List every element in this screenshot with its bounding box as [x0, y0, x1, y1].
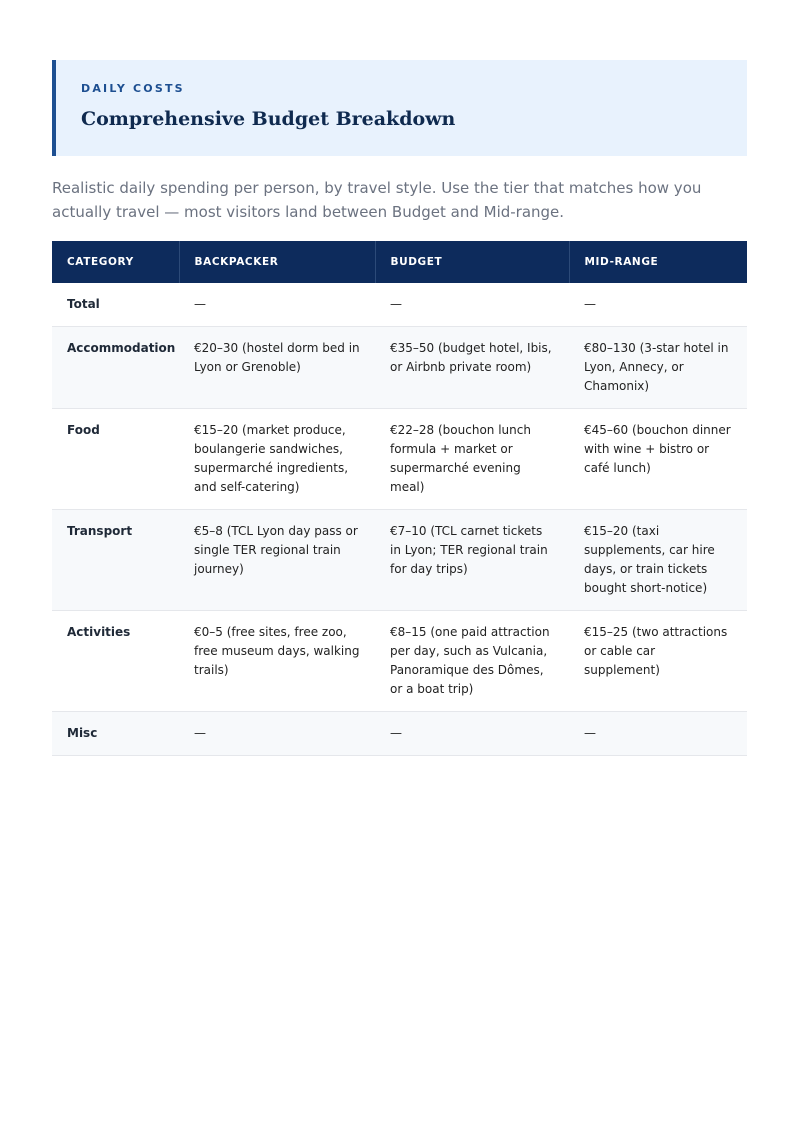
row-budget: €7–10 (TCL carnet tickets in Lyon; TER regional train for day trips)	[375, 510, 569, 611]
table-row-food	[52, 409, 747, 510]
row-mid-range: €15–20 (taxi supplements, car hire days, or train tickets bought short-notice)	[569, 510, 747, 611]
header-mid-range: MID-RANGE	[569, 241, 747, 283]
section-eyebrow: DAILY COSTS	[81, 82, 185, 95]
row-mid-range: €80–130 (3-star hotel in Lyon, Annecy, or Chamonix)	[569, 327, 747, 409]
row-category: Food	[52, 409, 179, 510]
budget-table	[52, 241, 747, 756]
row-budget: —	[375, 283, 569, 327]
section-title: Comprehensive Budget Breakdown	[81, 108, 456, 130]
row-backpacker: —	[179, 283, 375, 327]
row-category: Activities	[52, 611, 179, 712]
row-backpacker: €15–20 (market produce, boulangerie sandwiches, supermarché ingredients, and self-catering)	[179, 409, 375, 510]
header-category: CATEGORY	[52, 241, 179, 283]
row-backpacker: €5–8 (TCL Lyon day pass or single TER regional train journey)	[179, 510, 375, 611]
table-row-transport	[52, 510, 747, 611]
header-budget: BUDGET	[375, 241, 569, 283]
section-header-callout	[52, 60, 747, 156]
table-row-activities	[52, 611, 747, 712]
row-category: Transport	[52, 510, 179, 611]
table-header-row	[52, 241, 747, 283]
row-budget: —	[375, 712, 569, 756]
row-mid-range: €15–25 (two attractions or cable car supplement)	[569, 611, 747, 712]
row-backpacker: €0–5 (free sites, free zoo, free museum days, walking trails)	[179, 611, 375, 712]
table-row-misc	[52, 712, 747, 756]
row-backpacker: €20–30 (hostel dorm bed in Lyon or Grenoble)	[179, 327, 375, 409]
table-row-total	[52, 283, 747, 327]
row-backpacker: —	[179, 712, 375, 756]
row-category: Accommodation	[52, 327, 179, 409]
row-budget: €22–28 (bouchon lunch formula + market or supermarché evening meal)	[375, 409, 569, 510]
row-category: Total	[52, 283, 179, 327]
intro-paragraph: Realistic daily spending per person, by travel style. Use the tier that matches how you actually travel — most visitors land between Budget and Mid-range.	[52, 179, 702, 221]
row-budget: €8–15 (one paid attraction per day, such as Vulcania, Panoramique des Dômes, or a boat trip)	[375, 611, 569, 712]
row-category: Misc	[52, 712, 179, 756]
table-row-accommodation	[52, 327, 747, 409]
header-backpacker: BACKPACKER	[179, 241, 375, 283]
row-mid-range: —	[569, 283, 747, 327]
row-budget: €35–50 (budget hotel, Ibis, or Airbnb private room)	[375, 327, 569, 409]
row-mid-range: —	[569, 712, 747, 756]
row-mid-range: €45–60 (bouchon dinner with wine + bistro or café lunch)	[569, 409, 747, 510]
